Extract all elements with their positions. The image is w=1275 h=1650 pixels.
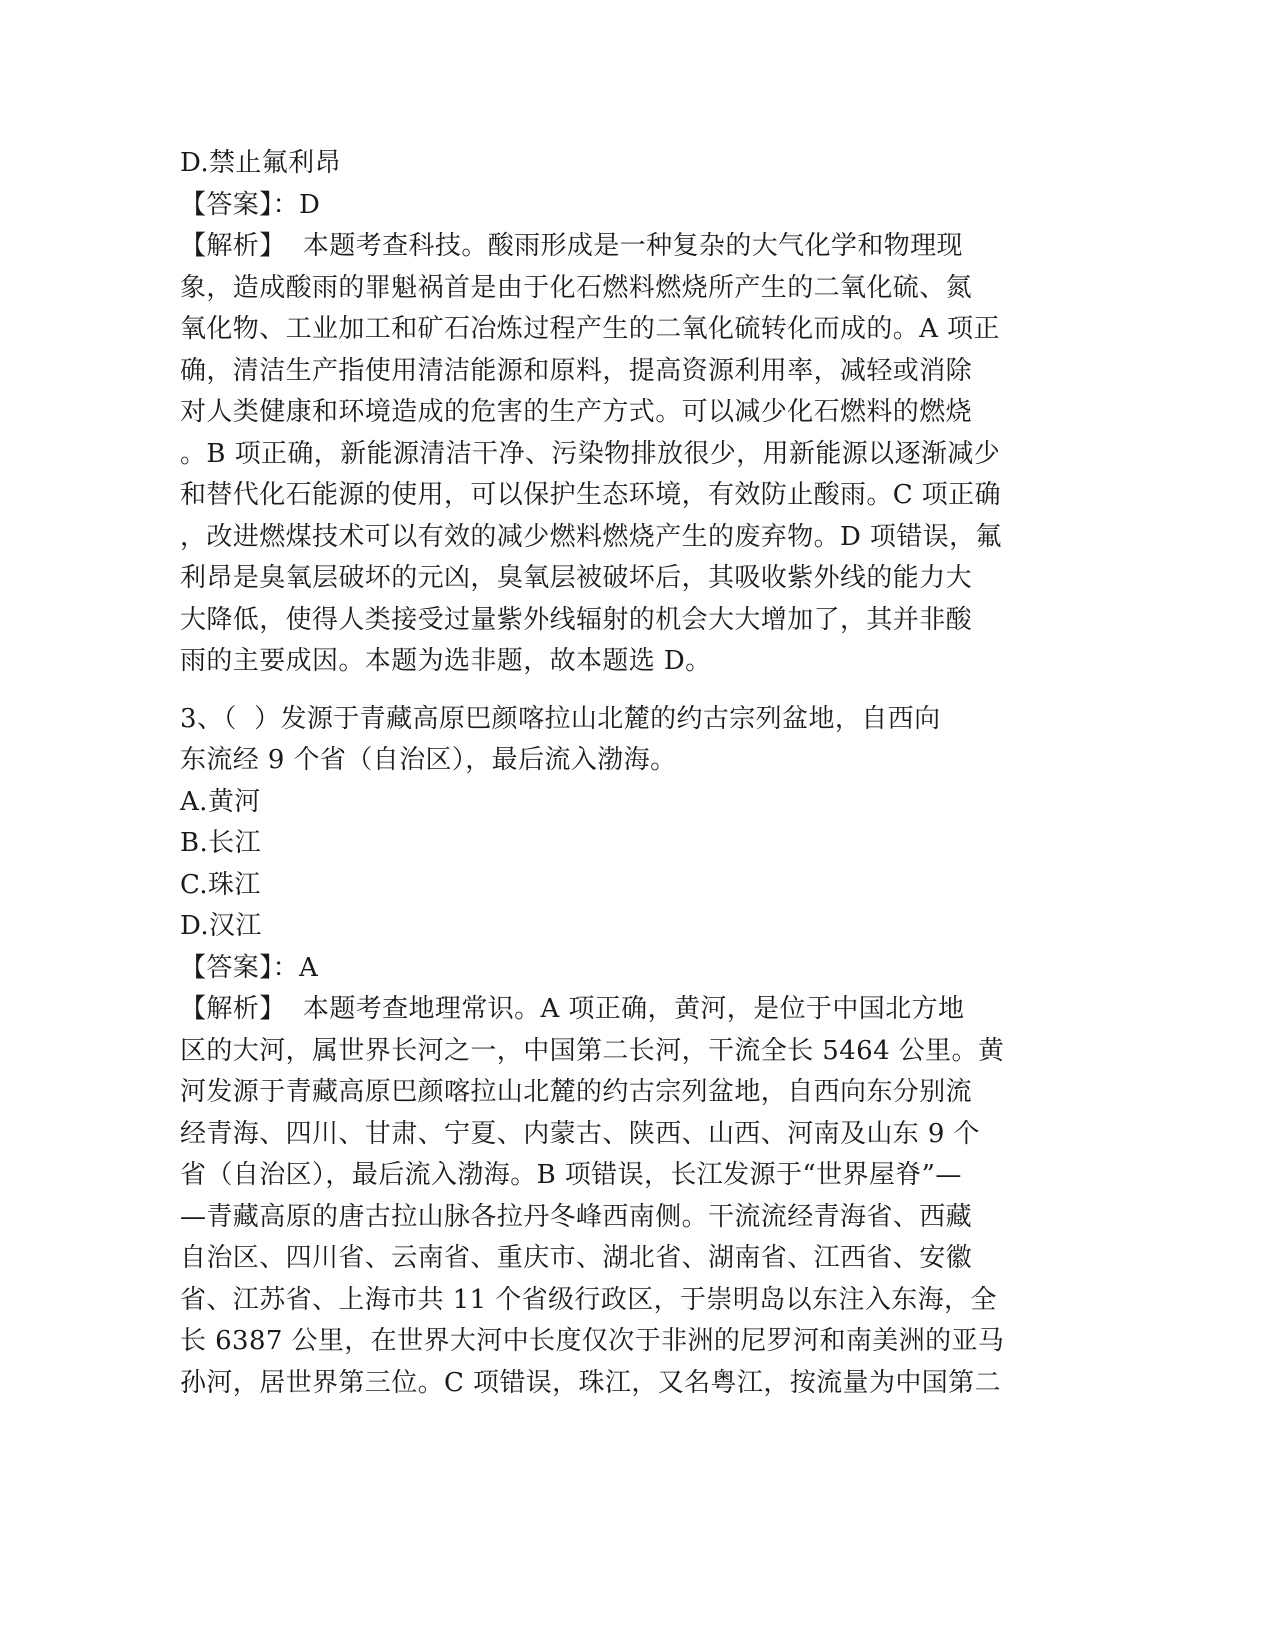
analysis-line: 省（自治区），最后流入渤海。B 项错误，长江发源于“世界屋脊”—	[180, 1160, 962, 1190]
option-a: A.黄河	[180, 786, 261, 817]
option-c: C.珠江	[180, 869, 261, 900]
analysis-line: 对人类健康和环境造成的危害的生产方式。可以减少化石燃料的燃烧	[180, 397, 973, 427]
analysis-line: 氧化物、工业加工和矿石冶炼过程产生的二氧化硫转化而成的。A 项正	[180, 314, 1000, 344]
option-d: D.禁止氟利昂	[180, 148, 341, 178]
analysis-line: 确，清洁生产指使用清洁能源和原料，提高资源利用率，减轻或消除	[180, 355, 973, 386]
analysis-line: 利昂是臭氧层破坏的元凶，臭氧层被破坏后，其吸收紫外线的能力大	[180, 563, 973, 593]
question-3	[180, 699, 1060, 1405]
analysis-line: 经青海、四川、甘肃、宁夏、内蒙古、陕西、山西、河南及山东 9 个	[180, 1118, 980, 1149]
analysis-line: 和替代化石能源的使用，可以保护生态环境，有效防止酸雨。C 项正确	[180, 480, 1001, 510]
analysis-line: —青藏高原的唐古拉山脉各拉丹冬峰西南侧。干流流经青海省、西藏	[180, 1201, 973, 1232]
question-line: 3、（ ）发源于青藏高原巴颜喀拉山北麓的约古宗列盆地，自西向	[180, 703, 941, 734]
analysis-block	[180, 226, 1060, 683]
analysis-block	[180, 989, 1060, 1404]
analysis-line: 象，造成酸雨的罪魁祸首是由于化石燃料燃烧所产生的二氧化硫、氮	[180, 272, 973, 303]
analysis-line: 【解析】 本题考查科技。酸雨形成是一种复杂的大气化学和物理现	[180, 231, 963, 261]
analysis-line: 孙河，居世界第三位。C 项错误，珠江，又名粤江，按流量为中国第二	[180, 1367, 1001, 1398]
analysis-line: 。B 项正确，新能源清洁干净、污染物排放很少，用新能源以逐渐减少	[180, 438, 1001, 469]
document-page	[180, 143, 1060, 1404]
answer-label: 【答案】：D	[180, 189, 321, 220]
answer-label: 【答案】：A	[180, 952, 319, 983]
option-b: B.长江	[180, 828, 261, 858]
analysis-line: 【解析】 本题考查地理常识。A 项正确，黄河，是位于中国北方地	[180, 994, 965, 1024]
analysis-line: 雨的主要成因。本题为选非题，故本题选 D。	[180, 646, 712, 676]
analysis-line: 自治区、四川省、云南省、重庆市、湖北省、湖南省、江西省、安徽	[180, 1243, 973, 1273]
analysis-line: 大降低，使得人类接受过量紫外线辐射的机会大大增加了，其并非酸	[180, 604, 973, 635]
analysis-line: 区的大河，属世界长河之一，中国第二长河，干流全长 5464 公里。黄	[180, 1035, 1005, 1066]
analysis-line: 省、江苏省、上海市共 11 个省级行政区，于崇明岛以东注入东海，全	[180, 1284, 997, 1315]
analysis-line: 长 6387 公里，在世界大河中长度仅次于非洲的尼罗河和南美洲的亚马	[180, 1326, 1005, 1356]
analysis-line: ，改进燃煤技术可以有效的减少燃料燃烧产生的废弃物。D 项错误，氟	[180, 521, 1002, 552]
question-line: 东流经 9 个省（自治区），最后流入渤海。	[180, 745, 677, 775]
option-d: D.汉江	[180, 911, 262, 941]
analysis-line: 河发源于青藏高原巴颜喀拉山北麓的约古宗列盆地，自西向东分别流	[180, 1077, 973, 1107]
